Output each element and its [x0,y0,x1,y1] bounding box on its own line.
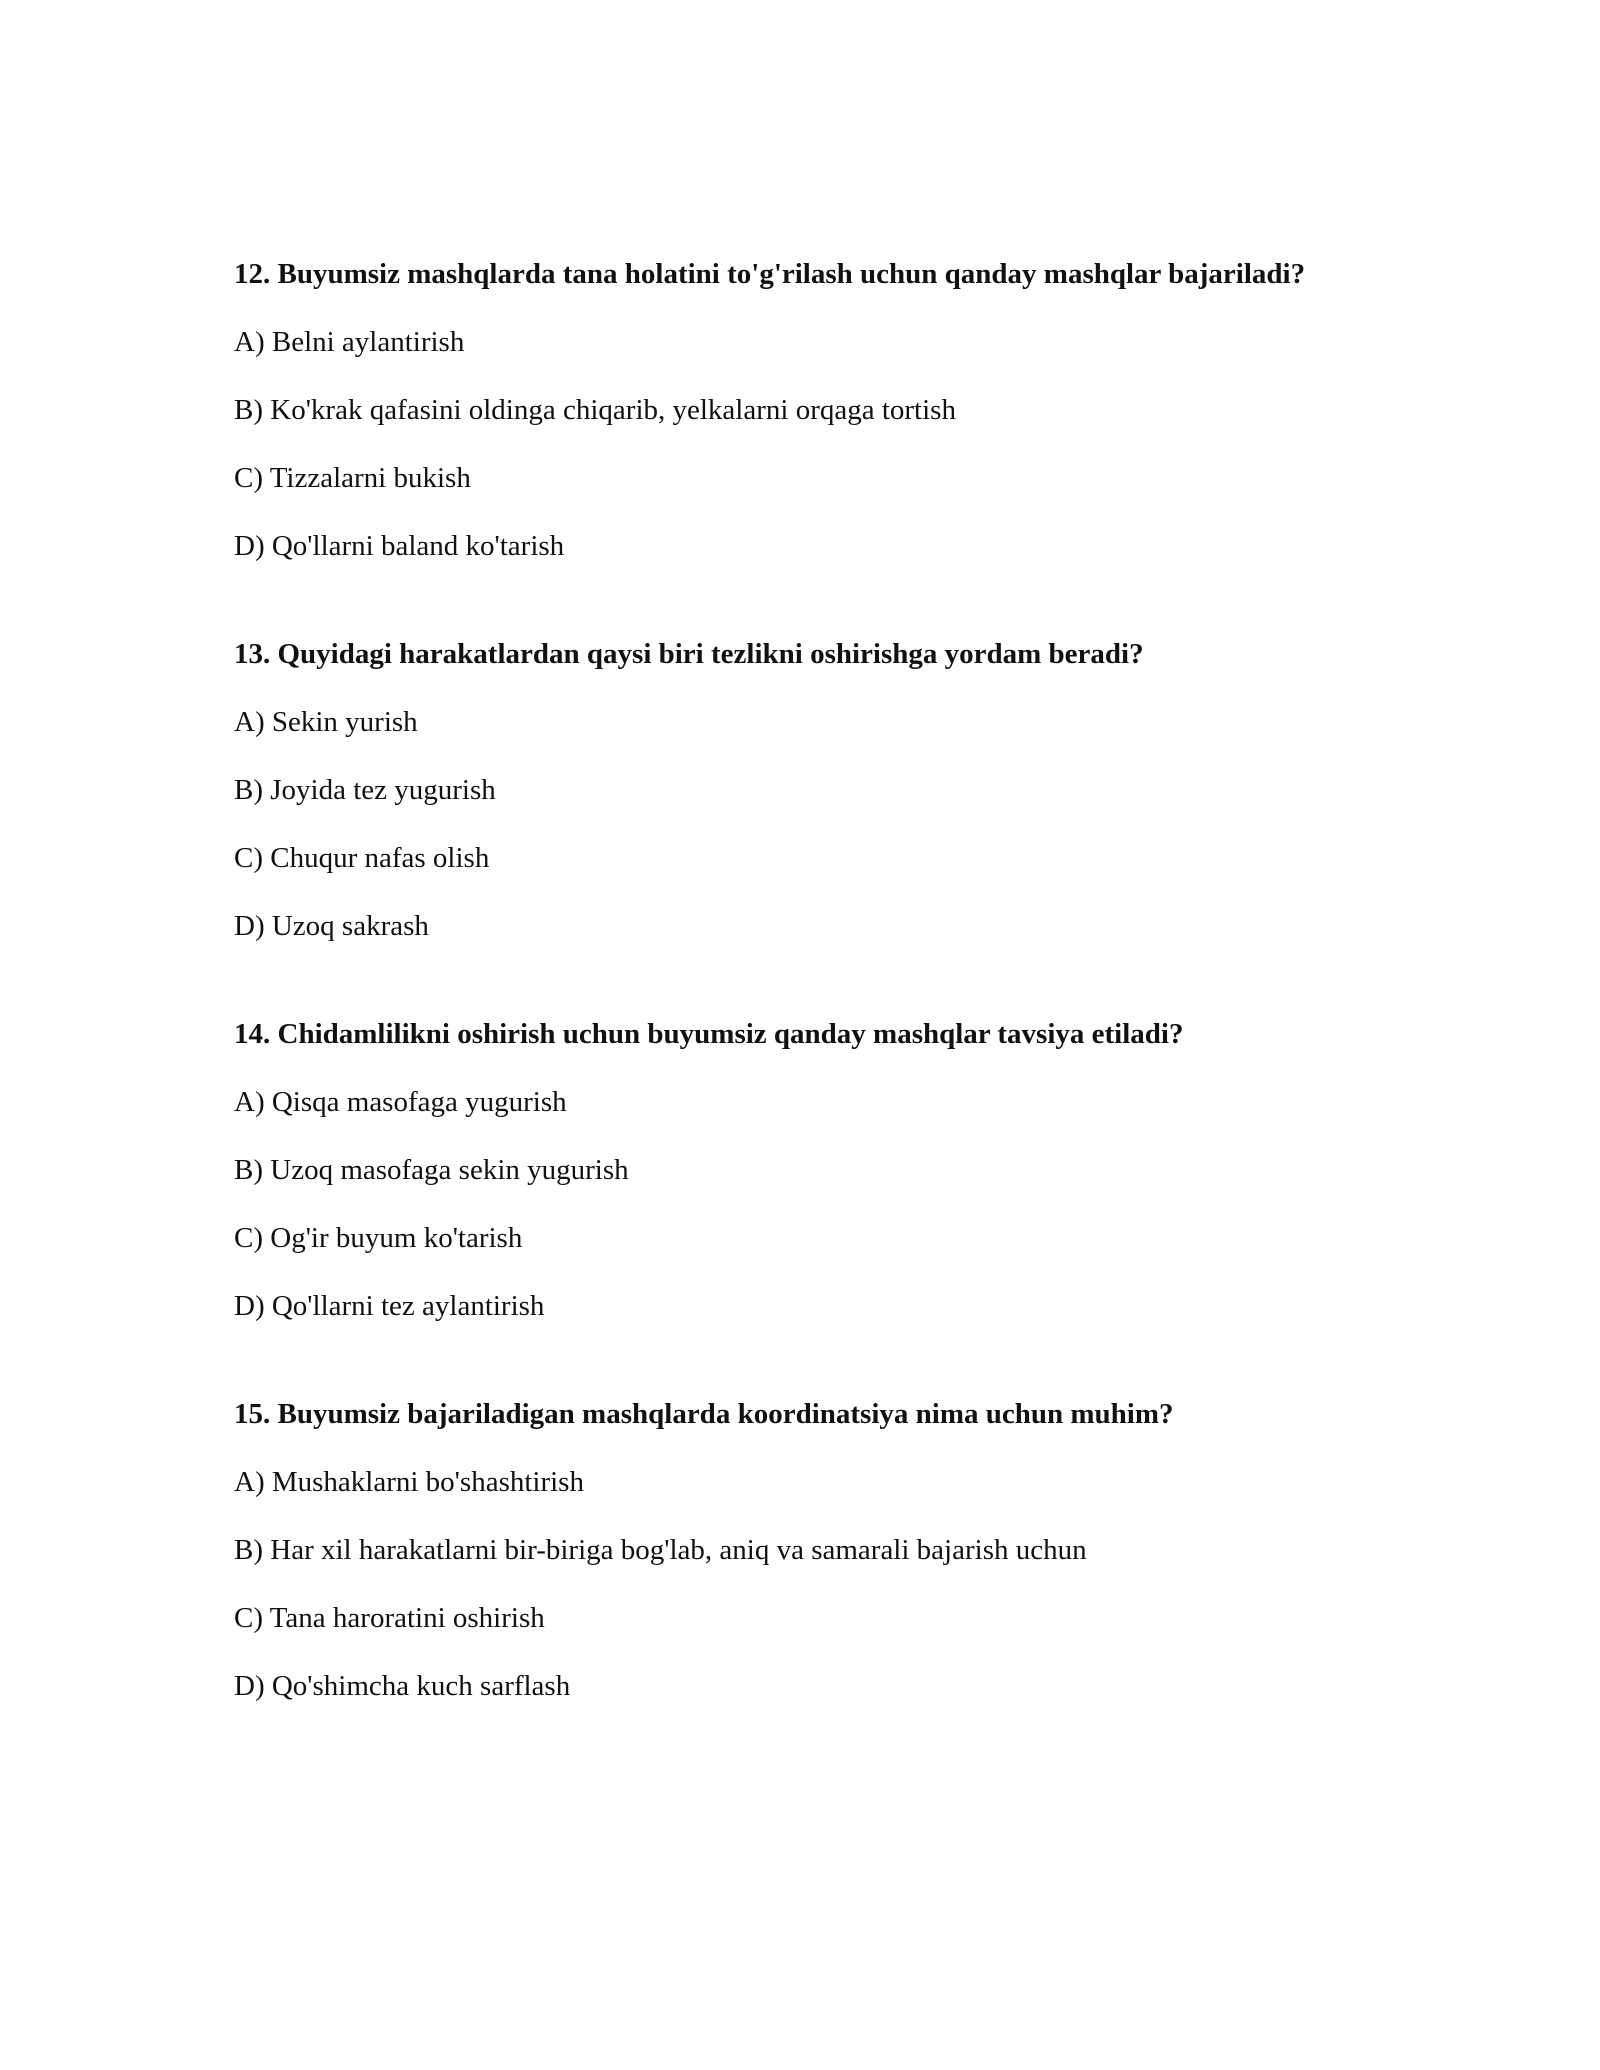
question-title: 14. Chidamlilikni oshirish uchun buyumsiz qanday mashqlar tavsiya etiladi? [234,1018,1184,1050]
option-d: D) Uzoq sakrash [234,910,429,942]
option-a: A) Belni aylantirish [234,326,465,358]
option-b: B) Har xil harakatlarni bir-biriga bog'lab, aniq va samarali bajarish uchun [234,1534,1087,1566]
question-title: 15. Buyumsiz bajariladigan mashqlarda koordinatsiya nima uchun muhim? [234,1398,1174,1430]
question-13 [234,634,1354,947]
option-c: C) Chuqur nafas olish [234,842,490,874]
option-a: A) Mushaklarni bo'shashtirish [234,1466,584,1498]
option-a: A) Sekin yurish [234,706,418,738]
option-d: D) Qo'llarni tez aylantirish [234,1290,545,1322]
question-15 [234,1394,1354,1707]
option-b: B) Joyida tez yugurish [234,774,496,806]
option-d: D) Qo'shimcha kuch sarflash [234,1670,571,1702]
question-12 [234,254,1354,567]
option-c: C) Tana haroratini oshirish [234,1602,545,1634]
option-c: C) Og'ir buyum ko'tarish [234,1222,523,1254]
question-title: 12. Buyumsiz mashqlarda tana holatini to'g'rilash uchun qanday mashqlar bajariladi? [234,258,1306,290]
option-d: D) Qo'llarni baland ko'tarish [234,530,565,562]
question-14 [234,1014,1354,1327]
option-b: B) Uzoq masofaga sekin yugurish [234,1154,629,1186]
option-a: A) Qisqa masofaga yugurish [234,1086,567,1118]
question-list [234,254,1354,1774]
option-b: B) Ko'krak qafasini oldinga chiqarib, yelkalarni orqaga tortish [234,394,956,426]
question-title: 13. Quyidagi harakatlardan qaysi biri tezlikni oshirishga yordam beradi? [234,638,1144,670]
option-c: C) Tizzalarni bukish [234,462,471,494]
